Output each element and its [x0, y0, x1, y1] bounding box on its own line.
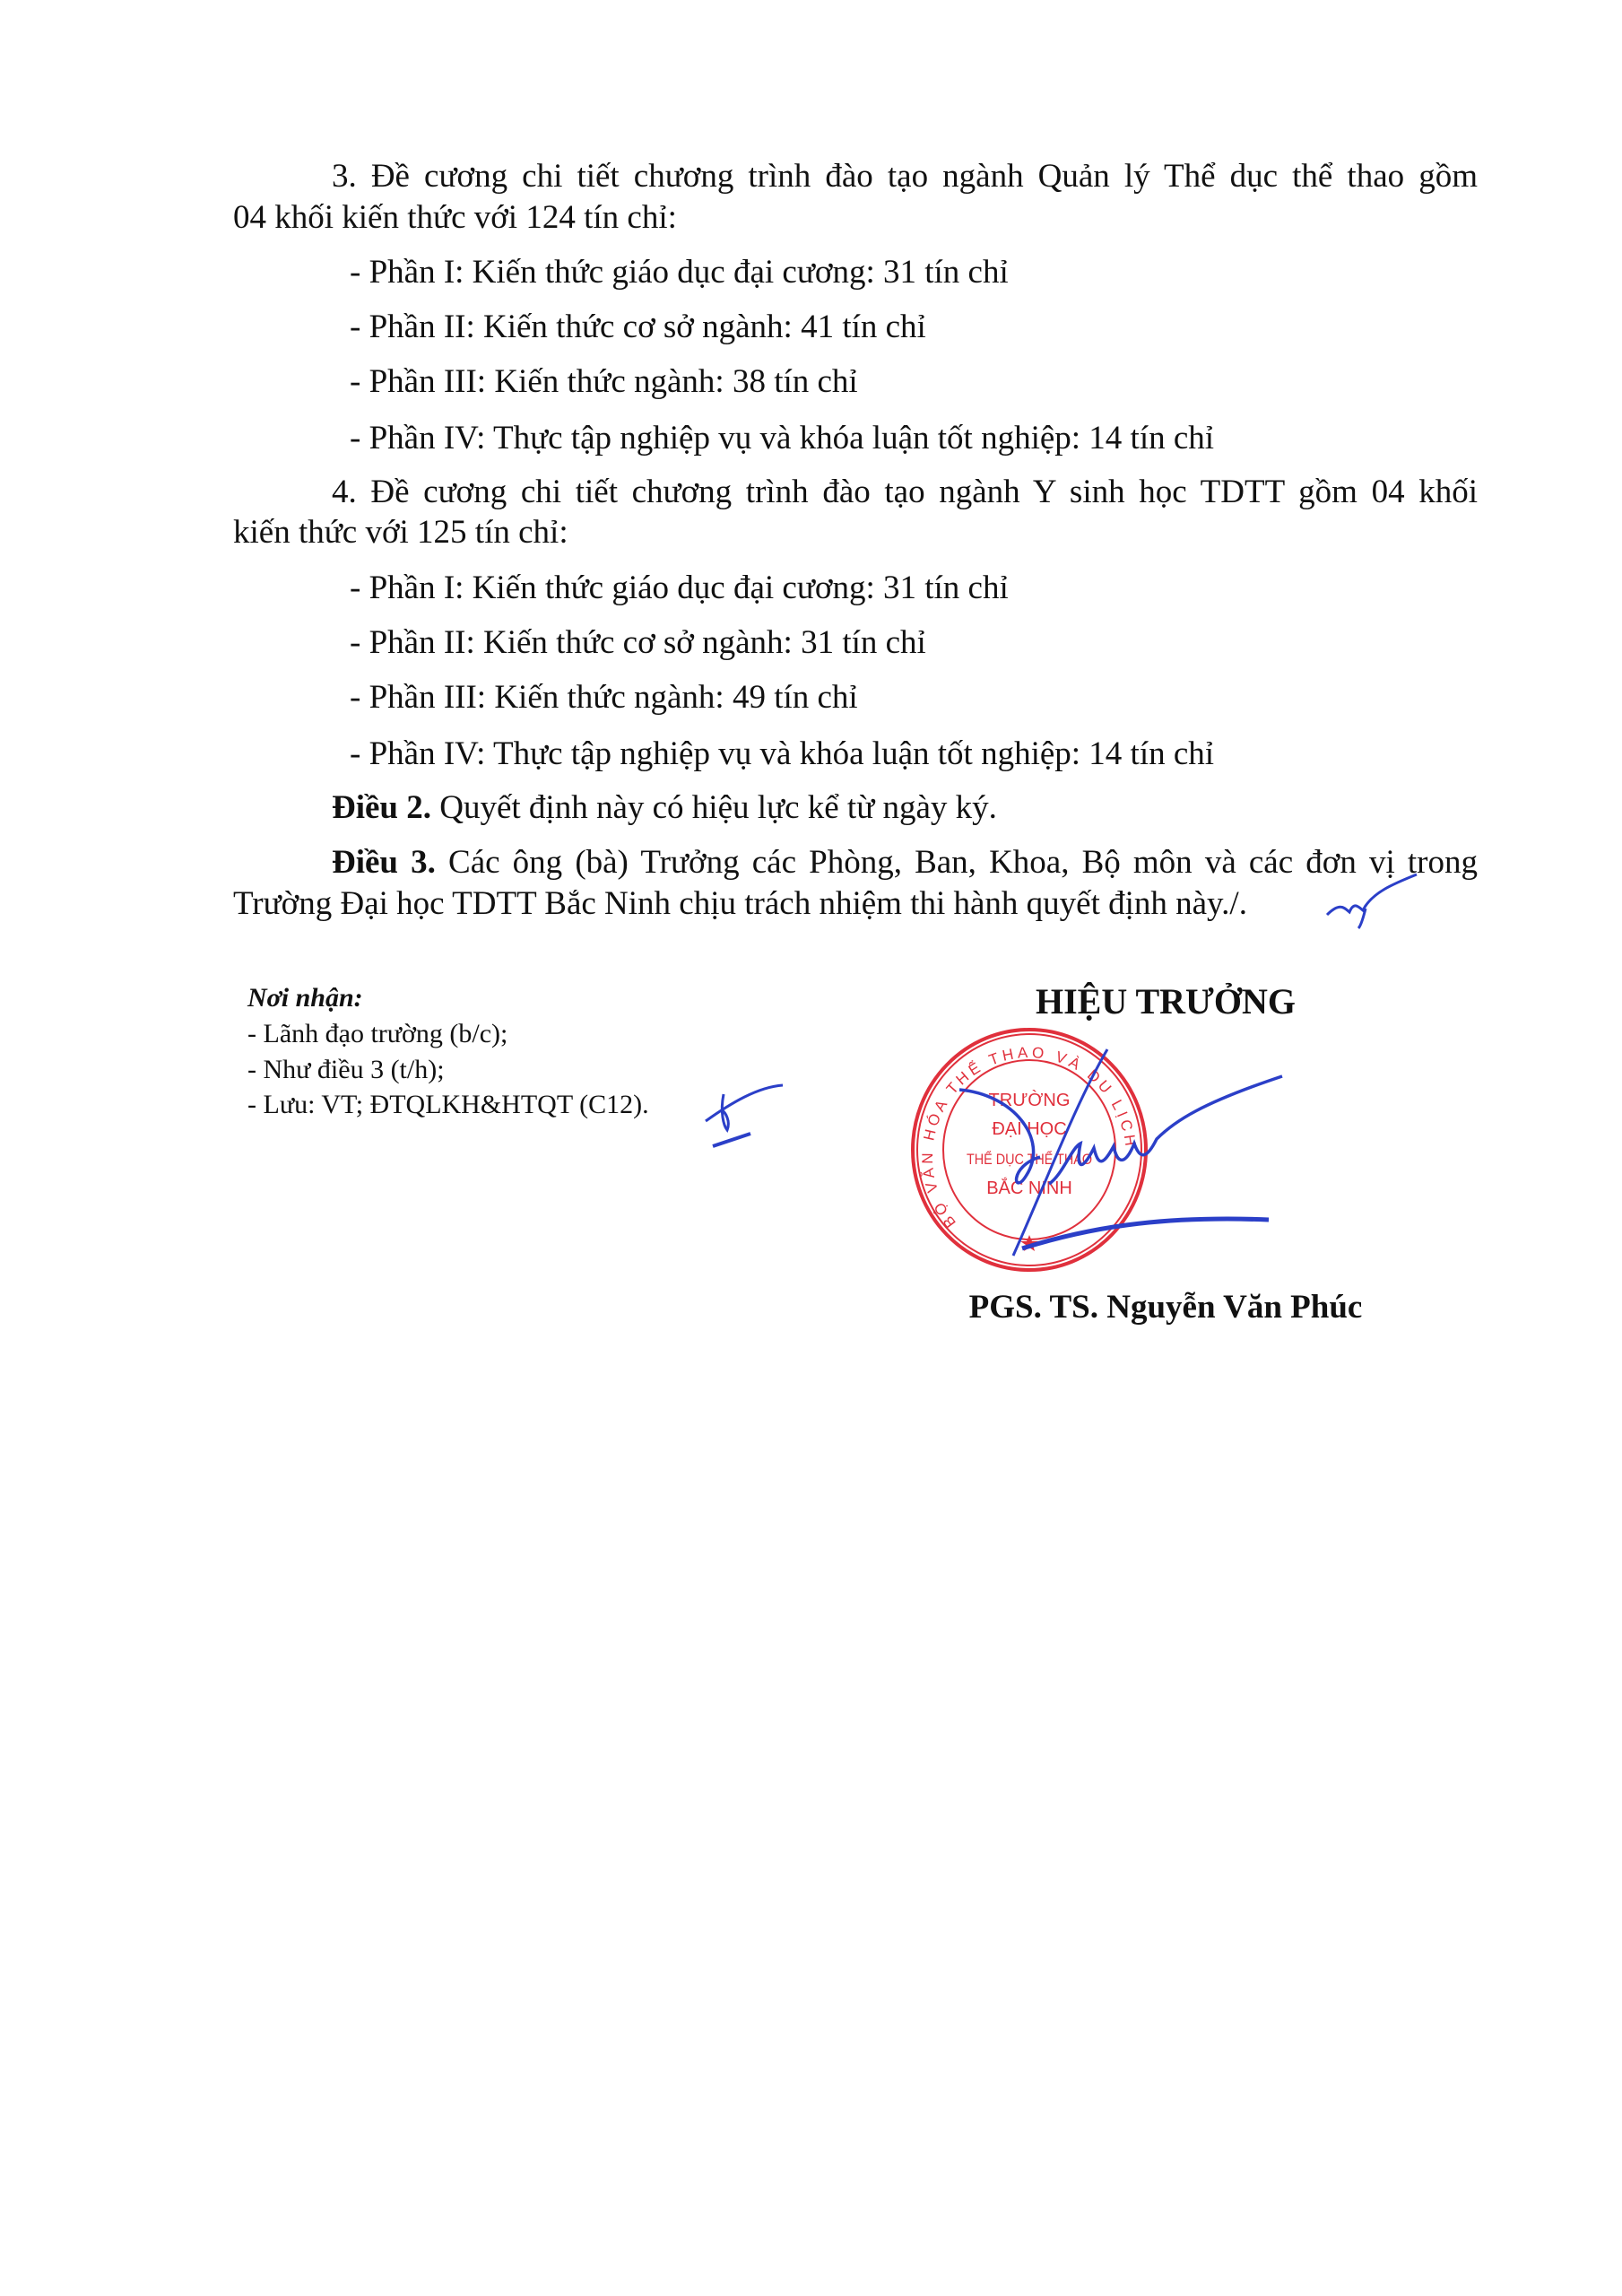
item3-line2: 04 khối kiến thức với 124 tín chỉ:: [233, 199, 677, 236]
recipient-item: - Như điều 3 (t/h);: [247, 1055, 445, 1084]
item4-part: - Phần III: Kiến thức ngành: 49 tín chỉ: [350, 679, 858, 716]
article-3-label: Điều 3.: [332, 844, 436, 881]
article-2-text: Quyết định này có hiệu lực kể từ ngày ký.: [431, 789, 997, 826]
item4-part: - Phần II: Kiến thức cơ sở ngành: 31 tín chỉ: [350, 624, 926, 661]
item3-line1: 3. Đề cương chi tiết chương trình đào tạo ngành Quản lý Thể dục thể thao gồm: [332, 158, 1478, 195]
item4-line1: 4. Đề cương chi tiết chương trình đào tạo ngành Y sinh học TDTT gồm 04 khối: [332, 474, 1478, 510]
signer-name: PGS. TS. Nguyễn Văn Phúc: [968, 1289, 1363, 1326]
signature-title: HIỆU TRƯỞNG: [1035, 981, 1297, 1022]
svg-text:BẮC NINH: BẮC NINH: [986, 1178, 1072, 1198]
recipient-item: - Lưu: VT; ĐTQLKH&HTQT (C12).: [247, 1090, 649, 1119]
svg-text:THỂ DỤC THỂ THAO: THỂ DỤC THỂ THAO: [967, 1151, 1092, 1168]
item4-part: - Phần I: Kiến thức giáo dục đại cương: 31 tín chỉ: [350, 570, 1009, 606]
article-3-line2: Trường Đại học TDTT Bắc Ninh chịu trách nhiệm thi hành quyết định này./.: [233, 885, 1247, 922]
item3-part: - Phần II: Kiến thức cơ sở ngành: 41 tín chỉ: [350, 309, 926, 345]
item3-part: - Phần I: Kiến thức giáo dục đại cương: 31 tín chỉ: [350, 254, 1009, 291]
recipient-item: - Lãnh đạo trường (b/c);: [247, 1019, 508, 1048]
article-2-label: Điều 2.: [332, 789, 431, 826]
svg-text:TRƯỜNG: TRƯỜNG: [988, 1091, 1071, 1110]
item3-part: - Phần IV: Thực tập nghiệp vụ và khóa luận tốt nghiệp: 14 tín chỉ: [350, 420, 1215, 457]
article-3-line1: [233, 843, 1478, 883]
article-3-text: Các ông (bà) Trưởng các Phòng, Ban, Khoa, Bộ môn và các đơn vị trong: [435, 844, 1478, 881]
svg-text:ĐẠI HỌC: ĐẠI HỌC: [992, 1119, 1067, 1139]
item4-part: - Phần IV: Thực tập nghiệp vụ và khóa luận tốt nghiệp: 14 tín chỉ: [350, 735, 1215, 772]
article-2: [332, 788, 997, 828]
initial-signature-icon: [704, 1076, 785, 1148]
initial-mark-icon: [1323, 874, 1430, 928]
recipients-title: Nơi nhận:: [247, 983, 363, 1013]
handwritten-signature-icon: [906, 1040, 1309, 1274]
stamp-outer-text: BỘ VĂN HÓA THỂ THAO VÀ DU LỊCH: [918, 1043, 1140, 1231]
item4-line2: kiến thức với 125 tín chỉ:: [233, 514, 568, 551]
item3-part: - Phần III: Kiến thức ngành: 38 tín chỉ: [350, 363, 858, 400]
